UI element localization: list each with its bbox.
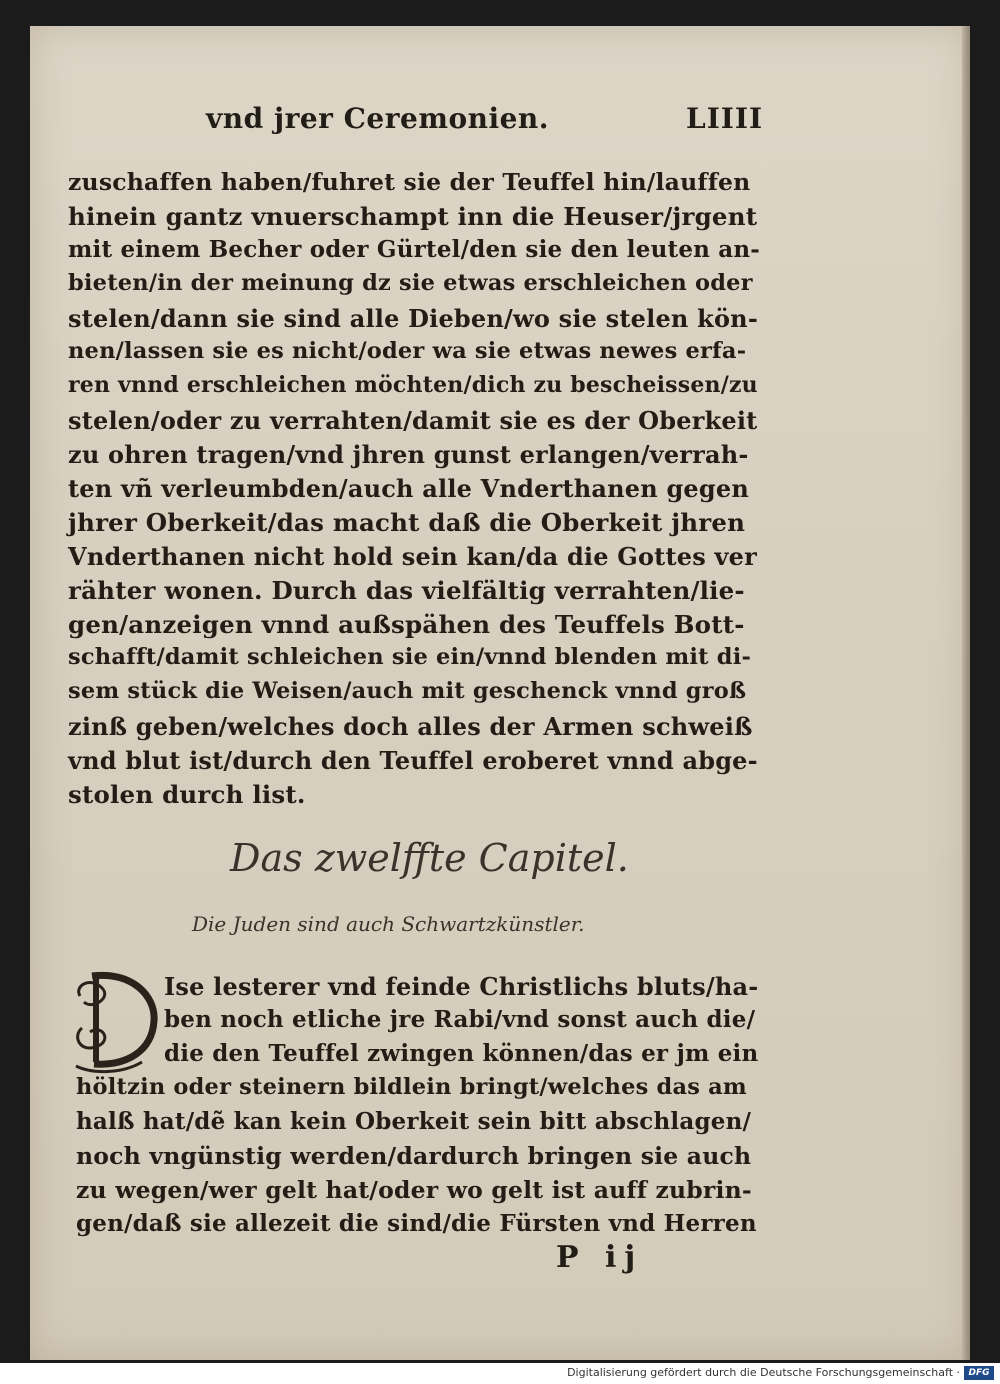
- dfg-logo-icon: DFG: [964, 1366, 994, 1380]
- folio-number: LIIII: [686, 102, 764, 135]
- body-line: jhrer Oberkeit/das macht daß die Oberkeit jhren: [68, 508, 746, 537]
- page-edge: [962, 26, 970, 1360]
- chapter-line: Ise lesterer vnd feinde Christlichs bluts/ha-: [164, 972, 759, 1001]
- signature-mark: P ij: [556, 1240, 644, 1275]
- body-line: stolen durch list.: [68, 780, 306, 809]
- body-line: zuschaffen haben/fuhret sie der Teuffel hin/lauffen: [68, 168, 751, 196]
- body-line: stelen/oder zu verrahten/damit sie es der Oberkeit: [68, 406, 758, 435]
- chapter-line: noch vngünstig werden/dardurch bringen sie auch: [76, 1142, 752, 1170]
- body-line: sem stück die Weisen/auch mit geschenck vnnd groß: [68, 678, 747, 704]
- chapter-title: Das zwelffte Capitel.: [230, 836, 629, 880]
- body-line: ren vnnd erschleichen möchten/dich zu bescheissen/zu: [68, 372, 758, 398]
- body-line: ten vñ verleumbden/auch alle Vnderthanen gegen: [68, 474, 750, 503]
- body-line: zu ohren tragen/vnd jhren gunst erlangen/verrah-: [68, 440, 749, 469]
- body-line: vnd blut ist/durch den Teuffel eroberet vnnd abge-: [68, 746, 758, 775]
- body-line: Vnderthanen nicht hold sein kan/da die Gottes ver: [68, 542, 757, 571]
- body-line: gen/anzeigen vnnd außspähen des Teuffels Bott-: [68, 610, 745, 639]
- funding-note: Digitalisierung gefördert durch die Deutsche Forschungsgemeinschaft ·: [567, 1366, 960, 1379]
- footer-bar: [0, 1363, 1000, 1384]
- chapter-line: höltzin oder steinern bildlein bringt/welches das am: [76, 1074, 747, 1100]
- body-line: nen/lassen sie es nicht/oder wa sie etwas newes erfa-: [68, 338, 747, 364]
- body-line: rähter wonen. Durch das vielfältig verrahten/lie-: [68, 576, 745, 605]
- body-line: mit einem Becher oder Gürtel/den sie den leuten an-: [68, 236, 761, 263]
- body-line: bieten/in der meinung dz sie etwas erschleichen oder: [68, 270, 753, 296]
- body-line: schafft/damit schleichen sie ein/vnnd blenden mit di-: [68, 644, 752, 670]
- running-head: vnd jrer Ceremonien.: [206, 102, 550, 135]
- chapter-subtitle: Die Juden sind auch Schwartzkünstler.: [192, 912, 585, 936]
- chapter-line: halß hat/dẽ kan kein Oberkeit sein bitt abschlagen/: [76, 1108, 752, 1135]
- chapter-line: ben noch etliche jre Rabi/vnd sonst auch die/: [164, 1006, 756, 1033]
- decorated-initial-d-icon: [72, 966, 158, 1076]
- body-line: stelen/dann sie sind alle Dieben/wo sie stelen kön-: [68, 304, 758, 333]
- body-line: hinein gantz vnuerschampt inn die Heuser/jrgent: [68, 202, 758, 231]
- chapter-line: zu wegen/wer gelt hat/oder wo gelt ist auff zubrin-: [76, 1176, 752, 1204]
- chapter-line: gen/daß sie allezeit die sind/die Fürsten vnd Herren: [76, 1210, 757, 1237]
- body-line: zinß geben/welches doch alles der Armen schweiß: [68, 712, 753, 741]
- chapter-line: die den Teuffel zwingen können/das er jm ein: [164, 1040, 759, 1067]
